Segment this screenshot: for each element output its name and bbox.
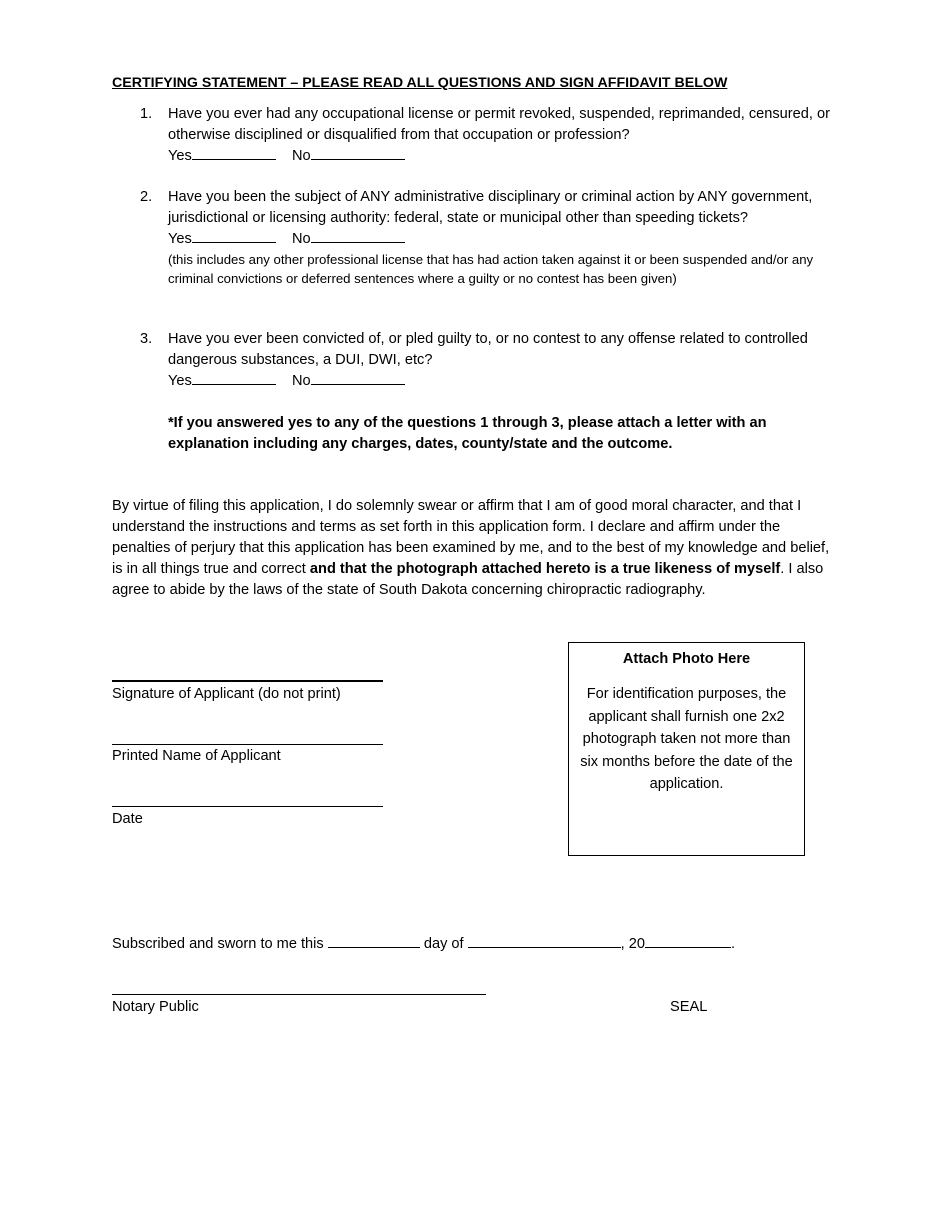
no-label: No — [291, 148, 311, 164]
question-text: Have you ever had any occupational license or permit revoked, suspended, reprimanded, censured, or otherwise disciplined or disqualified from that occupation or profession? — [168, 106, 830, 143]
photo-box-instructions: For identification purposes, the applicant shall furnish one 2x2 photograph taken not more than six months before the date of the application. — [580, 686, 793, 792]
sworn-statement — [112, 934, 735, 955]
printed-name-label: Printed Name of Applicant — [112, 748, 281, 764]
no-answer-blank[interactable] — [311, 146, 405, 160]
page-heading: CERTIFYING STATEMENT – PLEASE READ ALL QUESTIONS AND SIGN AFFIDAVIT BELOW — [112, 75, 728, 91]
yes-label: Yes — [168, 373, 192, 389]
affidavit-paragraph — [112, 496, 842, 601]
day-of-label: day of — [419, 936, 468, 952]
attach-letter-instruction: *If you answered yes to any of the questions 1 through 3, please attach a letter with an explanation including any charges, dates, county/state and the outcome. — [168, 415, 767, 452]
affidavit-photo-clause: and that the photograph attached hereto is a true likeness of myself — [309, 561, 781, 577]
date-line[interactable] — [112, 806, 383, 807]
yes-no-row — [168, 146, 840, 167]
yes-answer-blank[interactable] — [192, 371, 276, 385]
day-blank[interactable] — [328, 934, 420, 948]
year-blank[interactable] — [645, 934, 731, 948]
signature-label: Signature of Applicant (do not print) — [112, 686, 341, 702]
no-label: No — [291, 373, 311, 389]
printed-name-line[interactable] — [112, 744, 383, 745]
sworn-period: . — [731, 936, 736, 952]
photo-attachment-box[interactable] — [568, 642, 805, 856]
sworn-prefix: Subscribed and sworn to me this — [112, 936, 328, 952]
no-answer-blank[interactable] — [311, 229, 405, 243]
question-text: Have you been the subject of ANY administrative disciplinary or criminal action by ANY government, jurisdictional or licensing authority: federal, state or municipal other than speeding tickets? — [168, 189, 813, 226]
notary-public-label: Notary Public — [112, 999, 199, 1015]
yes-answer-blank[interactable] — [192, 229, 276, 243]
no-label: No — [291, 231, 311, 247]
yes-label: Yes — [168, 148, 192, 164]
yes-answer-blank[interactable] — [192, 146, 276, 160]
affidavit-text: By virtue of filing this application, I do solemnly swear or affirm that I am of good moral character, and that I understand the instructions and terms as set forth in this application form. I declare and affirm under the penalties of perjury that this application has been examined by me, and to the best of my knowledge and belief, is in all things true and correct — [112, 498, 830, 577]
affidavit-text-end: . I also agree to abide by the laws of the state of South Dakota concerning chiropractic radiography. — [112, 561, 824, 598]
question-note: (this includes any other professional license that has had action taken against it or been suspended and/or any criminal convictions or deferred sentences where a guilty or no contest has been given) — [168, 252, 814, 286]
yes-no-row — [168, 229, 840, 250]
seal-label: SEAL — [670, 999, 708, 1015]
no-answer-blank[interactable] — [311, 371, 405, 385]
date-label: Date — [112, 811, 143, 827]
question-number: 1. — [140, 106, 153, 122]
signature-line[interactable] — [112, 680, 383, 682]
notary-signature-line[interactable] — [112, 994, 486, 995]
photo-box-title: Attach Photo Here — [622, 651, 751, 667]
year-prefix: , 20 — [620, 936, 645, 952]
month-blank[interactable] — [468, 934, 621, 948]
yes-no-row — [168, 371, 840, 392]
question-number: 3. — [140, 331, 153, 347]
question-number: 2. — [140, 189, 153, 205]
question-text: Have you ever been convicted of, or pled guilty to, or no contest to any offense related to controlled dangerous substances, a DUI, DWI, etc? — [168, 331, 808, 368]
yes-label: Yes — [168, 231, 192, 247]
